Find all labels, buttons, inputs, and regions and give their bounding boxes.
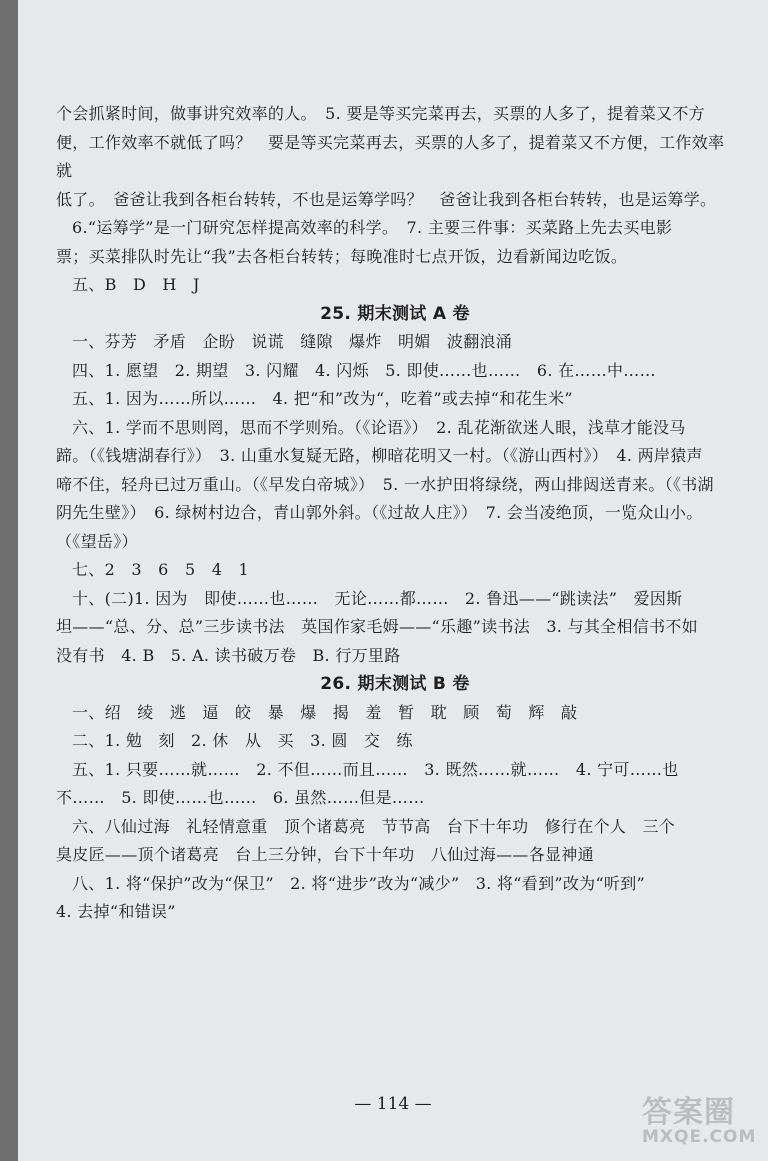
text-line: 八、1. 将“保护”改为“保卫” 2. 将“进步”改为“减少” 3. 将“看到”改为“听到”: [72, 873, 646, 893]
text-line: 4. 去掉“和错误”: [56, 902, 176, 921]
text-line: 五、B D H J: [72, 275, 200, 294]
watermark: [642, 1087, 762, 1147]
text-line: 便，工作效率不就低了吗？ 要是等买完菜再去，买票的人多了，提着菜又不方便，工作效率就: [56, 132, 725, 180]
page-number: — 114 —: [354, 1094, 432, 1114]
book-page: [18, 0, 768, 1161]
text-line: 坦——“总、分、总”三步读书法 英国作家毛姆——“乐趣”读书法 3. 与其全相信书不如: [56, 617, 698, 636]
text-line: 啼不住，轻舟已过万重山。（《早发白帝城》） 5. 一水护田将绿绕，两山排闼送青来。（《书湖: [56, 474, 714, 494]
text-line: 一、芬芳 矛盾 企盼 说谎 缝隙 爆炸 明媚 波翻浪涌: [72, 332, 513, 351]
watermark-logo: 答案圈: [642, 1095, 735, 1130]
watermark-url: MXQE.COM: [642, 1127, 757, 1147]
text-line: 不…… 5. 即使……也…… 6. 虽然……但是……: [56, 788, 425, 807]
text-line: 臭皮匠——顶个诸葛亮 台上三分钟，台下十年功 八仙过海——各显神通: [56, 845, 594, 864]
text-line: 十、(二)1. 因为 即使……也…… 无论……都…… 2. 鲁迅——“跳读法” 爱因斯: [72, 588, 683, 608]
text-line: 四、1. 愿望 2. 期望 3. 闪耀 4. 闪烁 5. 即使……也…… 6. 在……中……: [72, 360, 656, 380]
text-line: 一、绍 绫 逃 逼 皎 暴 爆 揭 羞 暂 耽 顾 萄 辉 敲: [72, 702, 578, 722]
text-line: 个会抓紧时间，做事讲究效率的人。 5. 要是等买完菜再去，买票的人多了，提着菜又不方: [56, 104, 705, 123]
section-heading-25: 25. 期末测试 A 卷: [320, 303, 470, 324]
text-line: 七、2 3 6 5 4 1: [72, 560, 249, 579]
text-line: 阴先生壁》） 6. 绿树村边合，青山郭外斜。（《过故人庄》） 7. 会当凌绝顶，一览众山小。: [56, 503, 703, 522]
text-line: 五、1. 只要……就…… 2. 不但……而且…… 3. 既然……就…… 4. 宁可……也: [72, 759, 679, 779]
text-line: 六、1. 学而不思则罔，思而不学则殆。（《论语》） 2. 乱花渐欲迷人眼，浅草才能没马: [72, 417, 686, 437]
answer-text: [56, 100, 734, 927]
text-line: 票；买菜排队时先让“我”去各柜台转转；每晚准时七点开饭，边看新闻边吃饭。: [56, 246, 628, 266]
text-line: 低了。 爸爸让我到各柜台转转，不也是运筹学吗？ 爸爸让我到各柜台转转，也是运筹学。: [56, 189, 717, 209]
text-line: 没有书 4. B 5. A. 读书破万卷 B. 行万里路: [56, 645, 401, 665]
text-line: 6.“运筹学”是一门研究怎样提高效率的科学。 7. 主要三件事：买菜路上先去买电影: [72, 218, 673, 237]
section-heading-26: 26. 期末测试 B 卷: [320, 674, 470, 694]
text-line: 蹄。（《钱塘湖春行》） 3. 山重水复疑无路，柳暗花明又一村。（《游山西村》） 4. 两岸猿声: [56, 446, 703, 465]
text-line: （《望岳》）: [56, 531, 138, 551]
text-line: 五、1. 因为……所以…… 4. 把“和”改为“，吃着”或去掉“和花生米”: [72, 389, 573, 408]
text-line: 二、1. 勉 刻 2. 休 从 买 3. 圆 交 练: [72, 731, 413, 750]
text-line: 六、八仙过海 礼轻情意重 顶个诸葛亮 节节高 台下十年功 修行在个人 三个: [72, 816, 676, 836]
